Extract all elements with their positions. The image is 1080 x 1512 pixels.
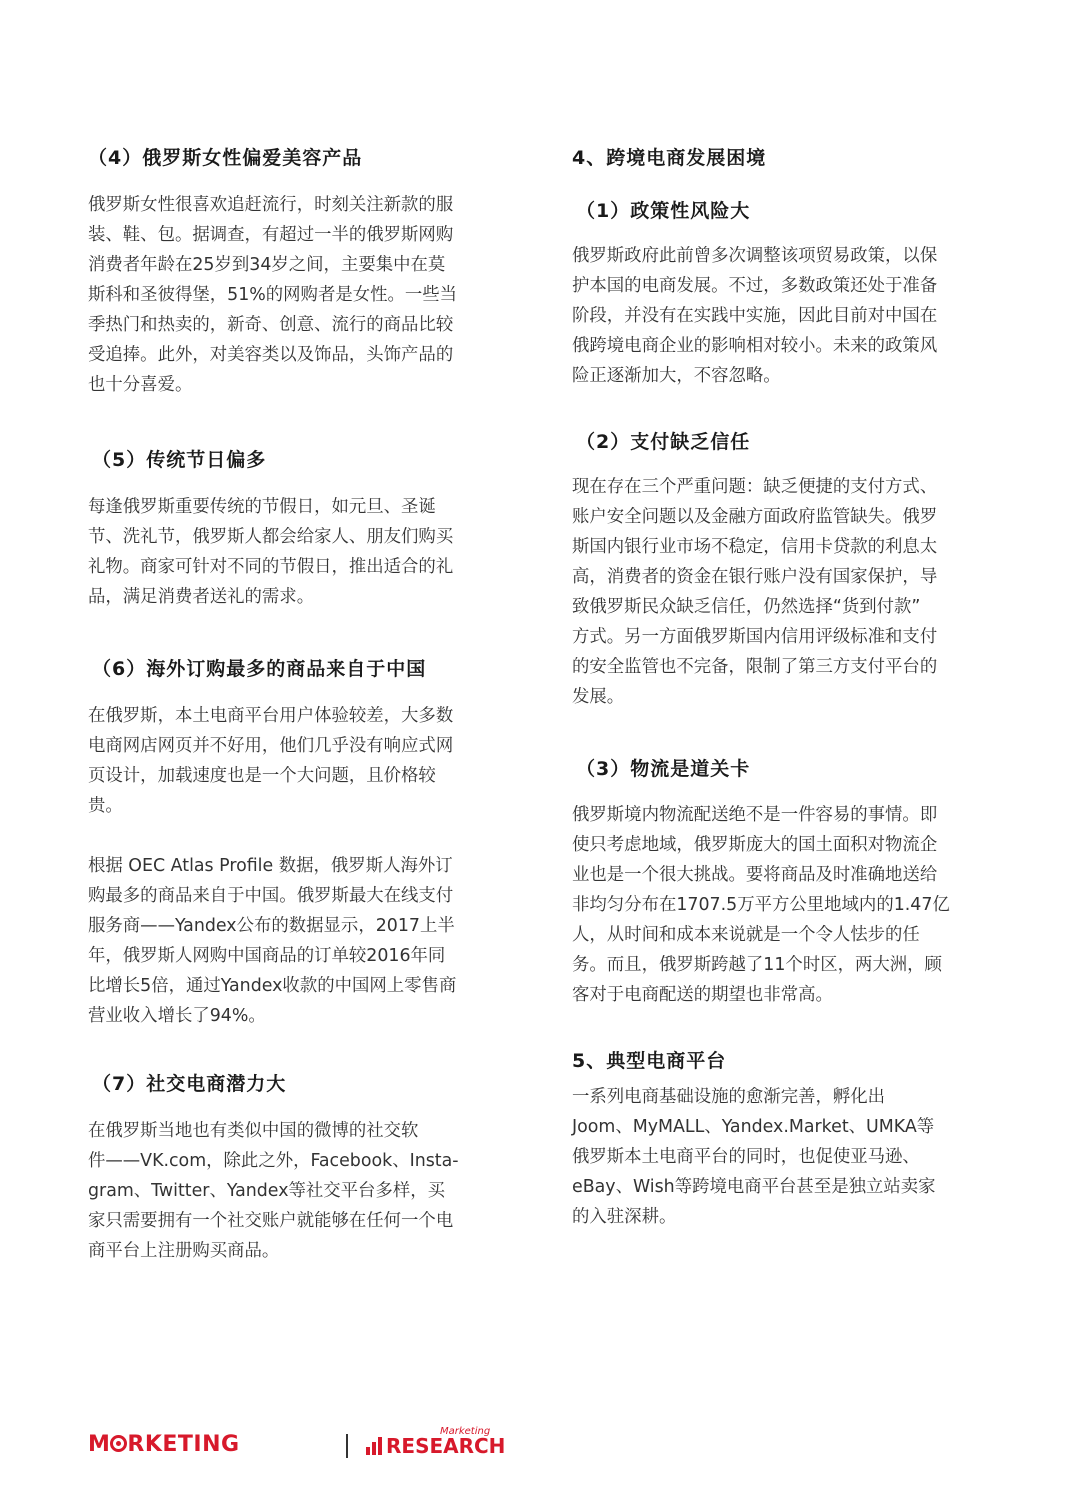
text-line: 使只考虑地域，俄罗斯庞大的国土面积对物流企 [572,835,938,855]
text-line: 购最多的商品来自于中国。俄罗斯最大在线支付 [88,886,454,906]
text-line: 贵。 [88,796,123,816]
text-line: 斯科和圣彼得堡，51%的网购者是女性。一些当 [88,285,458,305]
text-line: 方式。另一方面俄罗斯国内信用评级标准和支付 [572,627,938,647]
section-heading-5: （5）传统节日偏多 [92,449,267,471]
text-line: 业也是一个很大挑战。要将商品及时准确地送给 [572,865,938,885]
text-line: 品，满足消费者送礼的需求。 [88,587,315,607]
text-line: 斯国内银行业市场不稳定，信用卡贷款的利息太 [572,537,938,557]
text-line: 也十分喜爱。 [88,375,193,395]
text-line: 服务商——Yandex公布的数据显示，2017上半 [88,916,455,936]
text-line: 账户安全问题以及金融方面政府监管缺失。俄罗 [572,507,938,527]
text-line: 营业收入增长了94%。 [88,1006,266,1026]
text-line: 险正逐渐加大，不容忽略。 [572,366,781,386]
text-line: 受追捧。此外，对美容类以及饰品，头饰产品的 [88,345,454,365]
section-heading-r1: （1）政策性风险大 [576,200,751,222]
text-line: 客对于电商配送的期望也非常高。 [572,985,833,1005]
text-line: 人，从时间和成本来说就是一个令人怯步的任 [572,925,920,945]
text-line: 俄罗斯境内物流配送绝不是一件容易的事情。即 [572,805,938,825]
paragraph-payment-trust [572,472,996,712]
paragraph-holidays [88,492,512,612]
section-heading-6: （6）海外订购最多的商品来自于中国 [92,658,427,680]
text-line: 页设计，加载速度也是一个大问题，且价格较 [88,766,436,786]
marketing-logo: M RKETING [88,1432,240,1457]
text-line: 务。而且，俄罗斯跨越了11个时区，两大洲，顾 [572,955,942,975]
footer-brand [88,1426,506,1468]
main-heading-4: 4、跨境电商发展困境 [572,147,767,169]
text-line: 礼物。商家可针对不同的节假日，推出适合的礼 [88,557,454,577]
text-line: 致俄罗斯民众缺乏信任，仍然选择“货到付款” [572,597,921,617]
logo-divider [346,1434,348,1458]
text-line: 件——VK.com，除此之外，Facebook、Insta- [88,1151,459,1171]
text-line: 的安全监管也不完备，限制了第三方支付平台的 [572,657,938,677]
text-line: 护本国的电商发展。不过，多数政策还处于准备 [572,276,938,296]
text-line: 非均匀分布在1707.5万平方公里地域内的1.47亿 [572,895,950,915]
text-line: 发展。 [572,687,625,707]
text-line: 俄跨境电商企业的影响相对较小。未来的政策风 [572,336,938,356]
text-line: 电商网店网页并不好用，他们几乎没有响应式网 [88,736,454,756]
text-line: 消费者年龄在25岁到34岁之间，主要集中在莫 [88,255,446,275]
text-line: Joom、MyMALL、Yandex.Market、UMKA等 [572,1117,935,1137]
text-line: 装、鞋、包。据调查，有超过一半的俄罗斯网购 [88,225,454,245]
research-logo-small: Marketing [440,1426,491,1437]
paragraph-women-beauty [88,190,512,400]
text-line: eBay、Wish等跨境电商平台甚至是独立站卖家 [572,1177,936,1197]
research-logo: RESEARCH Marketing [366,1434,505,1458]
text-line: 俄罗斯政府此前曾多次调整该项贸易政策，以保 [572,246,938,266]
text-line: 阶段，并没有在实践中实施，因此目前对中国在 [572,306,938,326]
text-line: 商平台上注册购买商品。 [88,1241,280,1261]
text-line: 俄罗斯女性很喜欢追赶流行，时刻关注新款的服 [88,195,454,215]
text-line: 每逢俄罗斯重要传统的节假日，如元旦、圣诞 [88,497,436,517]
paragraph-policy-risk [572,241,996,391]
section-heading-4: （4）俄罗斯女性偏爱美容产品 [88,147,363,169]
text-line: 节、洗礼节，俄罗斯人都会给家人、朋友们购买 [88,527,454,547]
paragraph-china-orders [88,851,512,1031]
text-line: 季热门和热卖的，新奇、创意、流行的商品比较 [88,315,454,335]
text-line: 根据 OEC Atlas Profile 数据，俄罗斯人海外订 [88,856,453,876]
text-line: 俄罗斯本土电商平台的同时，也促使亚马逊、 [572,1147,920,1167]
text-line: 家只需要拥有一个社交账户就能够在任何一个电 [88,1211,454,1231]
section-heading-r3: （3）物流是道关卡 [576,758,751,780]
logo-o-icon [110,1435,127,1452]
text-line: 比增长5倍，通过Yandex收款的中国网上零售商 [88,976,457,996]
paragraph-platform-experience [88,701,512,821]
text-line: 在俄罗斯，本土电商平台用户体验较差，大多数 [88,706,454,726]
paragraph-typical-platforms [572,1082,996,1232]
main-heading-5: 5、典型电商平台 [572,1050,727,1072]
text-line: 高，消费者的资金在银行账户没有国家保护，导 [572,567,938,587]
paragraph-logistics [572,800,996,1010]
text-line: gram、Twitter、Yandex等社交平台多样，买 [88,1181,445,1201]
section-heading-r2: （2）支付缺乏信任 [576,431,751,453]
text-line: 一系列电商基础设施的愈渐完善，孵化出 [572,1087,886,1107]
text-line: 的入驻深耕。 [572,1207,677,1227]
paragraph-social-commerce [88,1116,512,1266]
bar-chart-icon [366,1437,384,1455]
text-line: 在俄罗斯当地也有类似中国的微博的社交软 [88,1121,419,1141]
text-line: 现在存在三个严重问题：缺乏便捷的支付方式、 [572,477,938,497]
text-line: 年，俄罗斯人网购中国商品的订单较2016年同 [88,946,446,966]
section-heading-7: （7）社交电商潜力大 [92,1073,287,1095]
